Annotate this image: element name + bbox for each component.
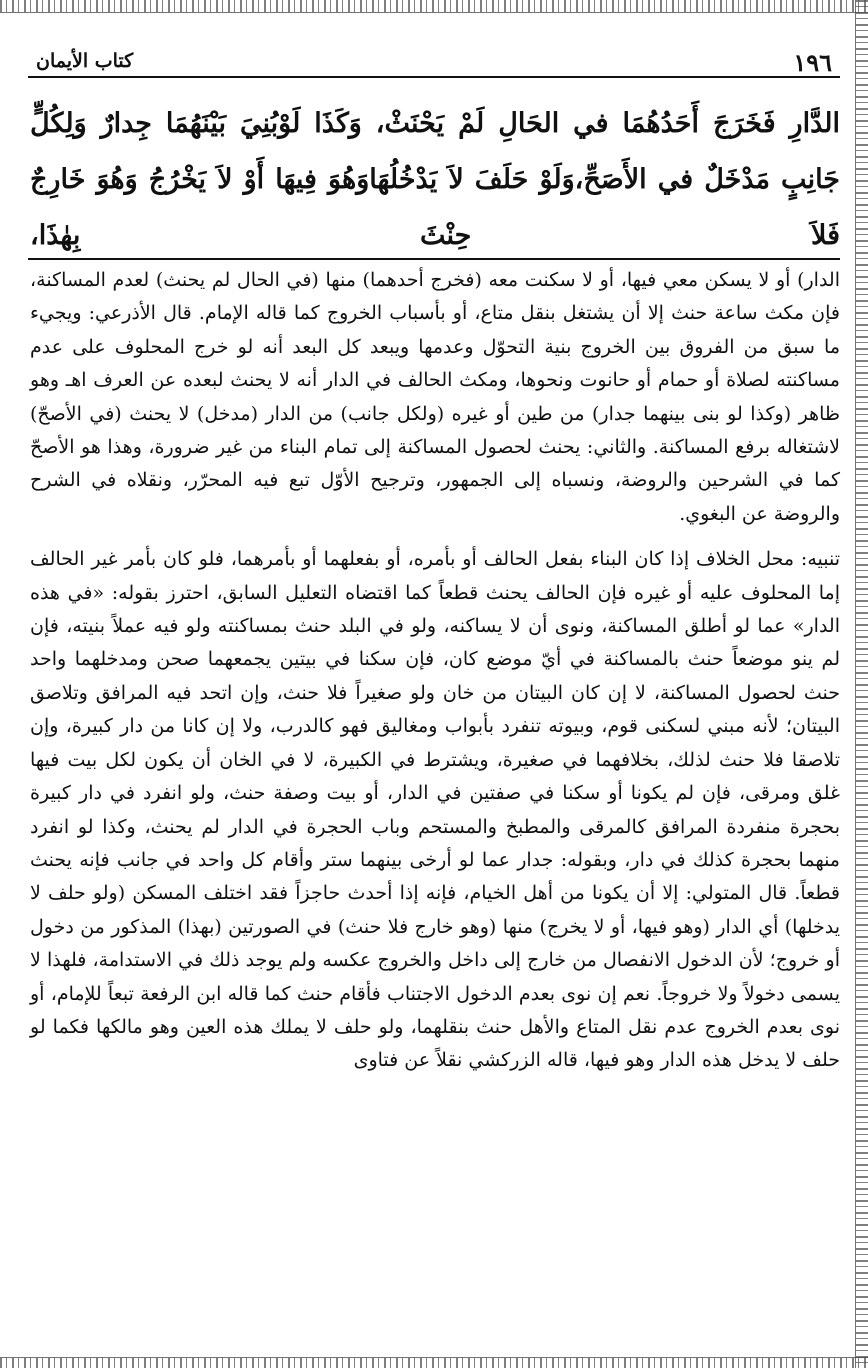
main-text-paragraph: الدَّارِ فَخَرَجَ أَحَدُهُمَا في الحَالِ لَمْ يَحْنَثْ، وَكَذَا لَوْبُنِيَ بَيْنَهُمَا جِدارٌ وَلِكُلٍّ جَانِبٍ مَدْخَلٌ في الأَصَحِّ،وَلَوْ حَلَفَ لاَ يَدْخُلُهَاوَهُوَ فِيهَا أَوْ لاَ يَخْرُجُ وَهُوَ خَارِجٌ فَلاَ حِنْثَ بِهٰذَا، xyxy=(30,108,840,251)
commentary xyxy=(30,264,840,1078)
ornamental-border-top xyxy=(0,0,868,13)
text-commentary-divider xyxy=(28,258,840,260)
commentary-paragraph-2: تنبيه: محل الخلاف إذا كان البناء بفعل الحالف أو بأمره، أو بفعلهما أو بأمرهما، فلو كان بأمر غير الحالف إما المحلوف عليه أو غيره فإن الحالف يحنث قطعاً كما اقتضاه التعليل السابق، احترز بقوله: «في هذه الدار» عما لو أطلق المساكنة، ونوى أن لا يساكنه، ولو في البلد حنث بمساكنته ولو فيه عملاً بنيته، فإن لم ينو موضعاً حنث بالمساكنة في أيّ موضع كان، فإن سكنا في بيتين يجمعهما صحن ومدخلهما واحد حنث لحصول المساكنة، لا إن كان البيتان من خان ولو صغيراً فلا حنث، وإن اتحد فيه المرافق وتلاصق البيتان؛ لأنه مبني لسكنى قوم، وبيوته تنفرد بأبواب ومغاليق فهو كالدرب، ولا إن كانا من دار كبيرة، وإن تلاصقا فلا حنث لذلك، بخلافهما في صغيرة، ويشترط في الكبيرة، لا في الخان أن يكون لكل بيت فيها غلق ومرقى، فإن لم يكونا أو سكنا في صفتين في الدار، أو بيت وصفة حنث، ولو انفرد في دار كبيرة بحجرة منفردة المرافق كالمرقى والمطبخ والمستحم وباب الحجرة في الدار لم يحنث، وكذا لو انفرد منهما بحجرة كذلك في دار، وبقوله: جدار عما لو أرخى بينهما ستر وأقام كل واحد في جانب فإنه يحنث قطعاً. قال المتولي: إلا أن يكونا من أهل الخيام، فإنه إذا أحدث حاجزاً فقد اختلف المسكن (ولو حلف لا يدخلها) أي الدار (وهو فيها، أو لا يخرج) منها (وهو خارج فلا حنث) في الصورتين (بهذا) المذكور من دخول أو خروج؛ لأن الدخول الانفصال من خارج إلى داخل والخروج عكسه ولم يوجد ذلك في الاستدامة، فلهذا لا يسمى دخولاً ولا خروجاً. نعم إن نوى بعدم الدخول الاجتناب فأقام حنث كما قاله ابن الرفعة تبعاً للإمام، أو نوى بعدم الخروج عدم نقل المتاع والأهل حنث بنقلهما، ولو حلف لا يملك هذه العين وهو مالكها فكما لو حلف لا يدخل هذه الدار وهو فيها، قاله الزركشي نقلاً عن فتاوى xyxy=(30,548,840,1072)
page-header xyxy=(28,44,840,78)
commentary-paragraph-1: الدار) أو لا يسكن معي فيها، أو لا سكنت معه (فخرج أحدهما) منها (في الحال لم يحنث) لعدم المساكنة، فإن مكث ساعة حنث إلا أن يشتغل بنقل متاع، أو بأسباب الخروج كما قاله الإمام. قال الأذرعي: ويجيء ما سبق من الفروق بين الخروج بنية التحوّل وعدمها ويبعد كل البعد أنه لو خرج المحلوف على عدم مساكنته لصلاة أو حمام أو حانوت ونحوها، ومكث الحالف في الدار أنه لا يحنث لبعده عن العرف اهـ وهو ظاهر (وكذا لو بنى بينهما جدار) من طين أو غيره (ولكل جانب) من الدار (مدخل) لا يحنث (في الأصحّ) لاشتغاله برفع المساكنة. والثاني: يحنث لحصول المساكنة إلى تمام البناء من غير ضرورة، وهذا هو الأصحّ كما في الشرحين والروضة، ونسباه إلى الجمهور، وترجيح الأوّل تبع فيه المحرّر، ونقلاه في الشرح والروضة عن البغوي. xyxy=(30,269,840,525)
running-title: كتاب الأيمان xyxy=(36,50,134,72)
main-text xyxy=(30,96,840,264)
page-number: ١٩٦ xyxy=(793,48,832,77)
ornamental-border-bottom xyxy=(0,1357,868,1368)
ornamental-border-right xyxy=(855,0,868,1368)
